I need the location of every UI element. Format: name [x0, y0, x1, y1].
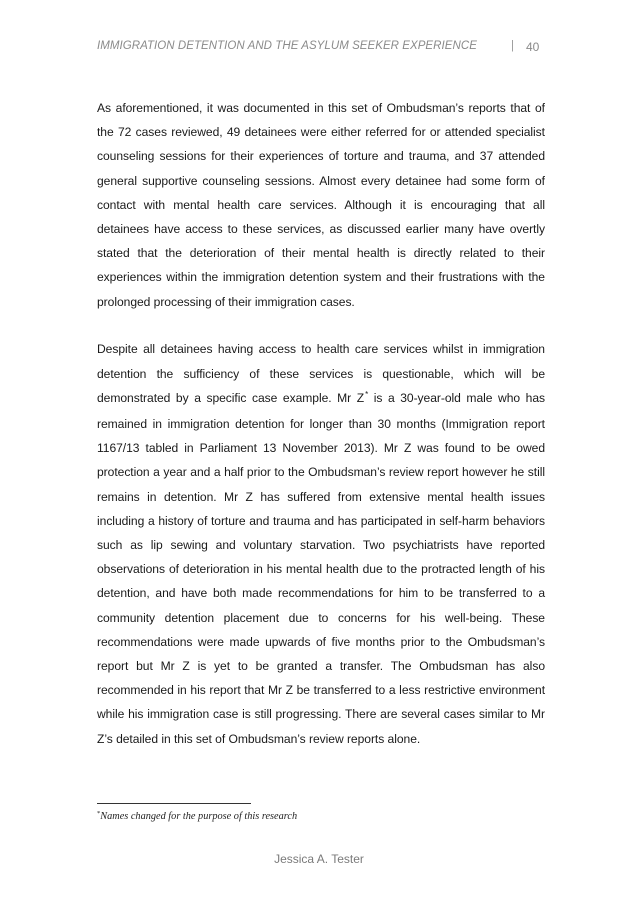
paragraph-2-text-start: Despite all detainees having access to health care services whilst in immigration detention the sufficiency of these services is questionable, which will be demonstrated by a specific case example. Mr Z [97, 342, 545, 405]
footnote-reference-mark: * [365, 389, 369, 399]
footnote [97, 810, 297, 822]
footnote-mark: * [97, 810, 101, 817]
paragraph-2 [97, 337, 545, 750]
running-header-title: IMMIGRATION DETENTION AND THE ASYLUM SEEKER EXPERIENCE [97, 40, 477, 52]
body-text [97, 96, 545, 751]
footnote-text: Names changed for the purpose of this research [100, 811, 298, 822]
running-header-separator: | [511, 40, 514, 52]
page-number: 40 [526, 40, 540, 54]
running-header [97, 40, 545, 56]
paragraph-1: As aforementioned, it was documented in this set of Ombudsman’s reports that of the 72 cases reviewed, 49 detainees were either referred for or attended specialist counseling sessions for their experiences of torture and trauma, and 37 attended general supportive counseling sessions. Almost every detainee had some form of contact with mental health care services. Although it is encouraging that all detainees have access to these services, as discussed earlier many have overtly stated that the deterioration of their mental health is directly related to their experiences within the immigration detention system and their frustrations with the prolonged processing of their immigration cases. [97, 101, 545, 309]
footnote-divider [97, 803, 251, 804]
page-footer-author: Jessica A. Tester [274, 852, 364, 866]
paragraph-2-text-end: is a 30-year-old male who has remained in immigration detention for longer than 30 months (Immigration report 1167/13 tabled in Parliament 13 November 2013). Mr Z was found to be owed protection a year and a half prior to the Ombudsman’s review report however he still remains in detention. Mr Z has suffered from extensive mental health issues including a history of torture and trauma and has participated in self-harm behaviors such as lip sewing and voluntary starvation. Two psychiatrists have reported observations of deterioration in his mental health due to the protracted length of his detention, and have both made recommendations for him to be transferred to a community detention placement due to concerns for his well-being. These recommendations were made upwards of five months prior to the Ombudsman’s report but Mr Z is yet to be granted a transfer. The Ombudsman has also recommended in his report that Mr Z be transferred to a less restrictive environment while his immigration case is still progressing. There are several cases similar to Mr Z’s detailed in this set of Ombudsman’s review reports alone. [97, 390, 545, 746]
